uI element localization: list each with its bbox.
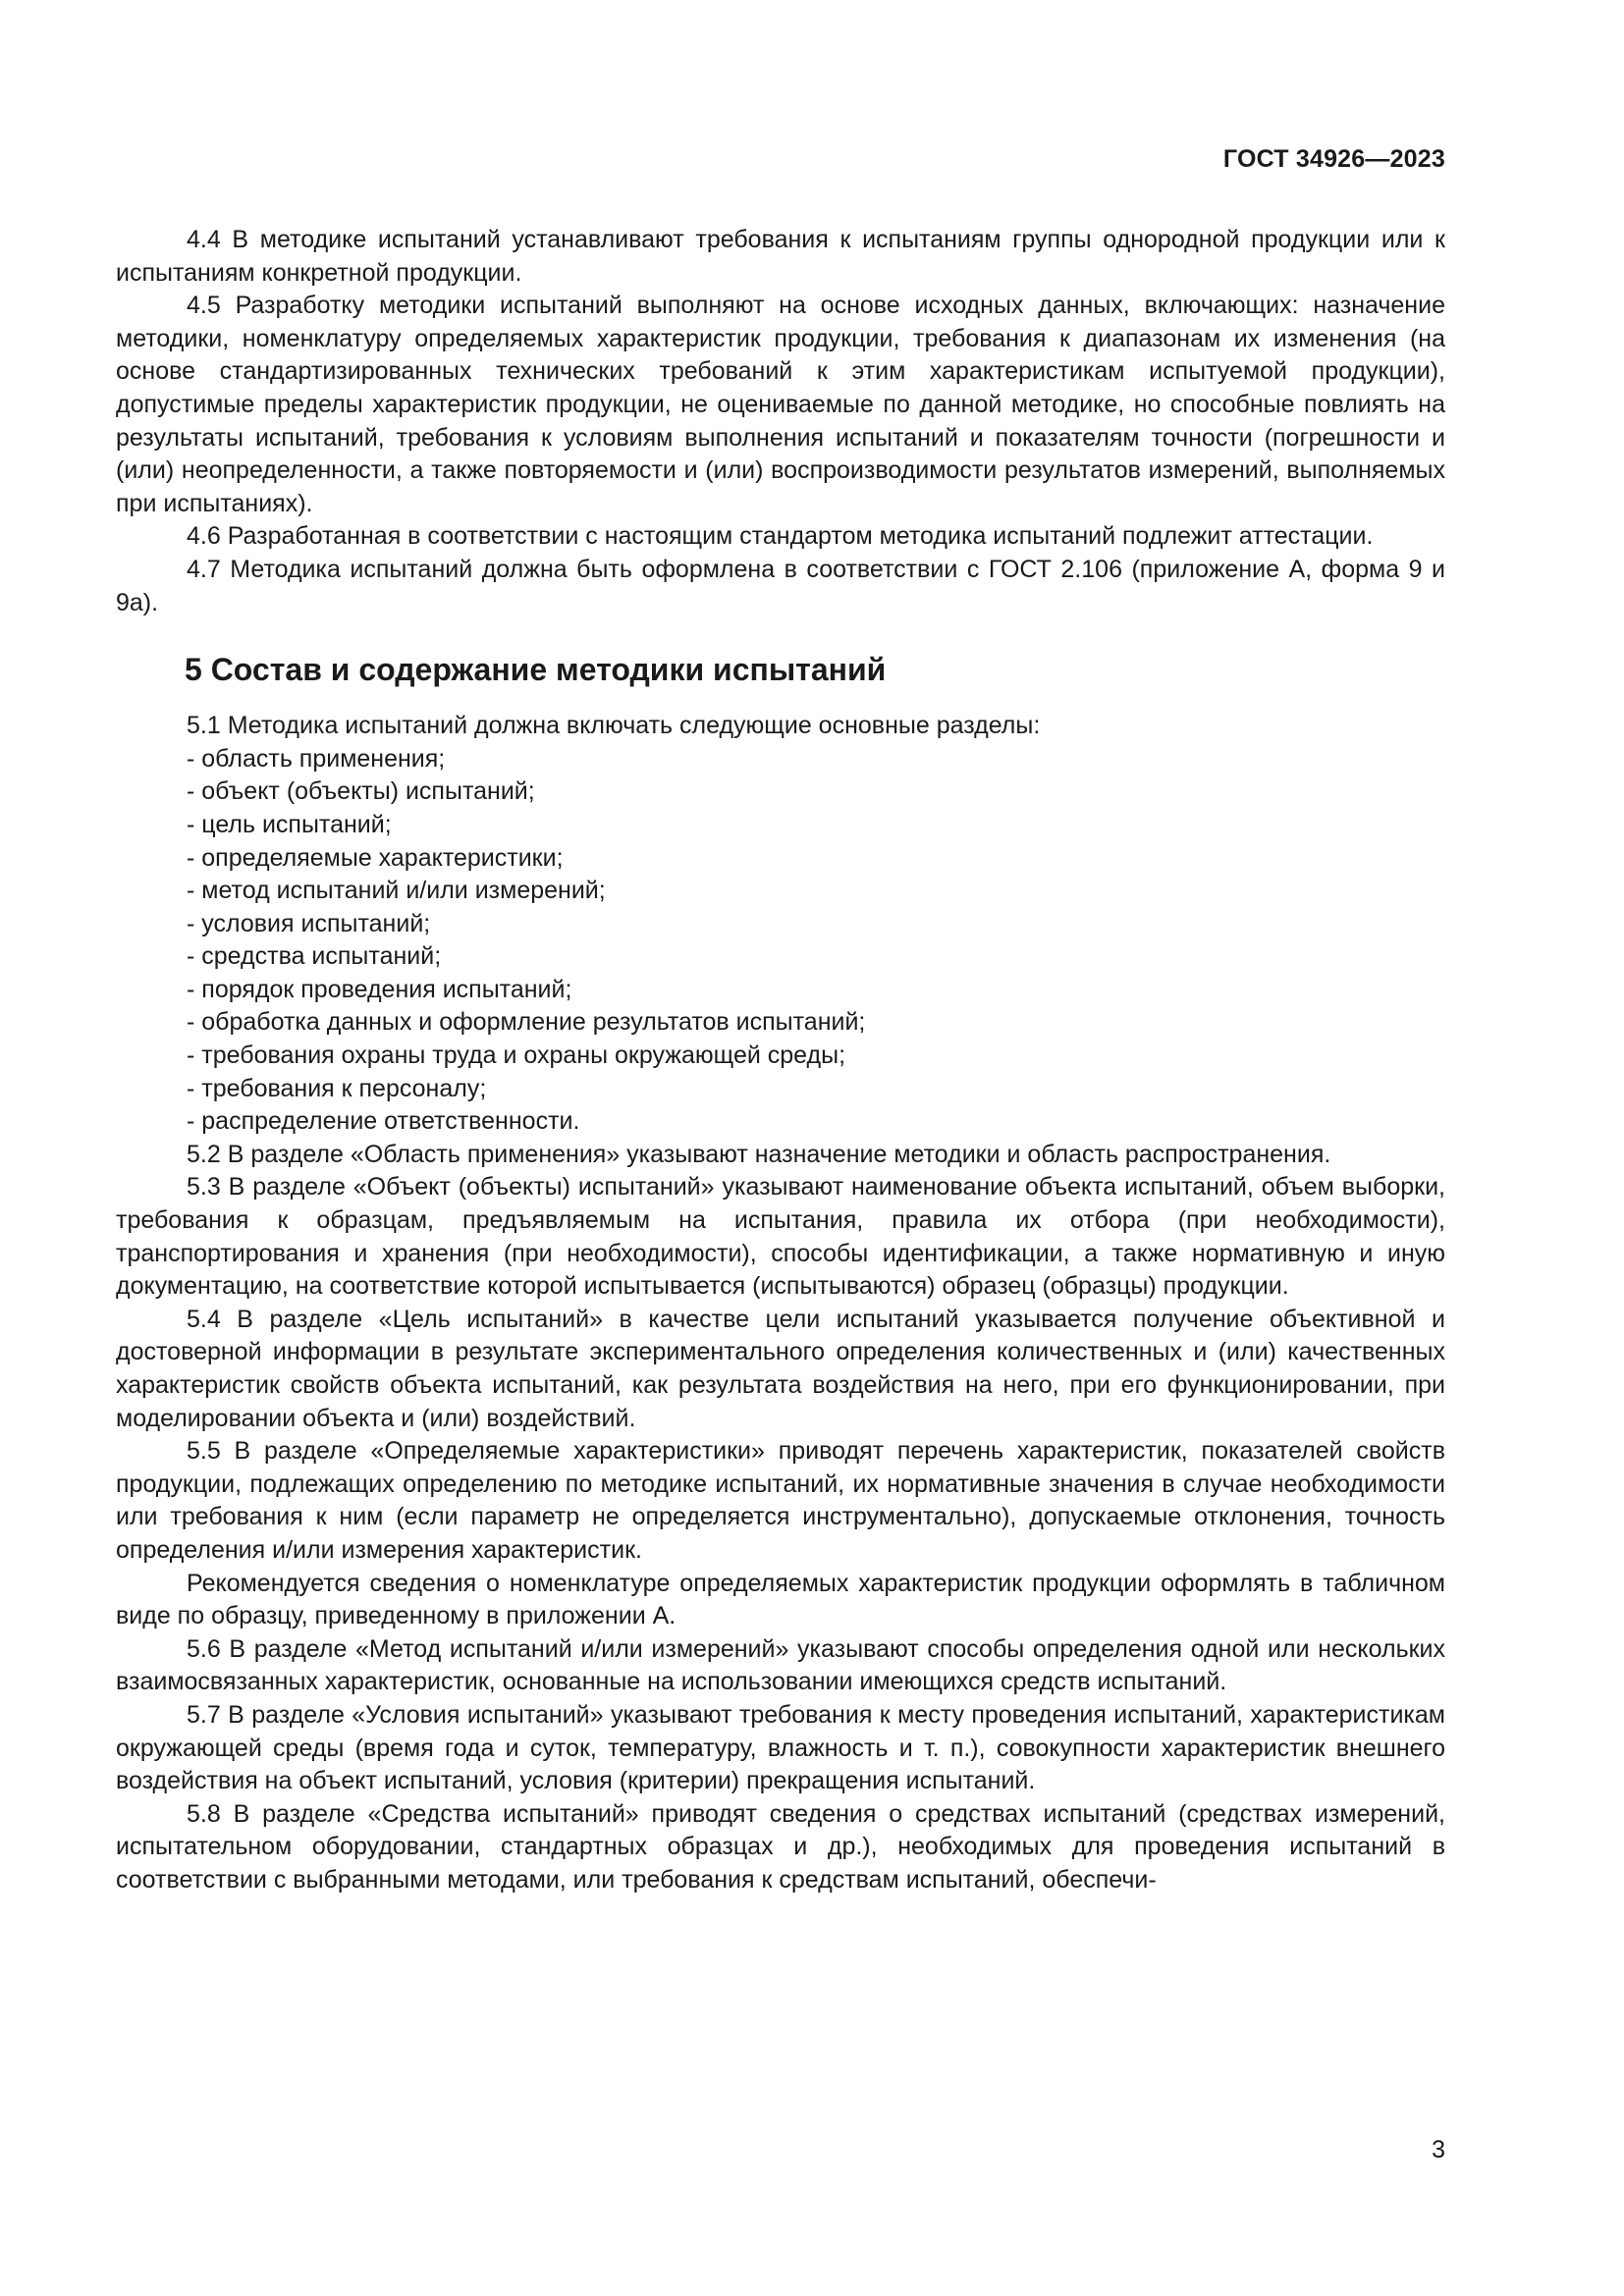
list-item: - цель испытаний;: [187, 809, 1445, 842]
paragraph-4-6: 4.6 Разработанная в соответствии с настоящим стандартом методика испытаний подлежит аттестации.: [187, 522, 1374, 551]
paragraph-5-6: 5.6 В разделе «Метод испытаний и/или измерений» указывают способы определения одной или нескольких взаимосвязанных характеристик, основанные на использовании имеющихся средств испытаний.: [116, 1634, 1445, 1696]
required-sections-list: [116, 743, 1445, 1139]
list-item: - порядок проведения испытаний;: [187, 974, 1445, 1007]
list-item: - определяемые характеристики;: [187, 842, 1445, 876]
page-number: 3: [1432, 2136, 1445, 2163]
paragraph-5-2: 5.2 В разделе «Область применения» указывают назначение методики и область распространения.: [187, 1140, 1331, 1168]
document-code-header: ГОСТ 34926—2023: [1222, 145, 1445, 173]
page-content: [116, 224, 1445, 1897]
paragraph-5-1: 5.1 Методика испытаний должна включать следующие основные разделы:: [187, 712, 1041, 740]
paragraph-5-8: 5.8 В разделе «Средства испытаний» приводят сведения о средствах испытаний (средствах измерений, испытательном оборудовании, стандартных образцах и др.), необходимых для проведения испытаний в соответствии с выбранными методами, или требования к средствам испытаний, обеспечи-: [116, 1799, 1445, 1894]
paragraph-4-7: 4.7 Методика испытаний должна быть оформлена в соответствии с ГОСТ 2.106 (приложение А, форма 9 и 9а).: [116, 555, 1445, 616]
paragraph-5-4: 5.4 В разделе «Цель испытаний» в качестве цели испытаний указывается получение объективной и достоверной информации в результате экспериментального определения количественных и (или) качественных характеристик свойств объекта испытаний, как результата воздействия на него, при его функционировании, при моделировании объекта и (или) воздействий.: [116, 1305, 1445, 1432]
list-item: - средства испытаний;: [187, 940, 1445, 974]
list-item: - объект (объекты) испытаний;: [187, 775, 1445, 809]
paragraph-4-4: 4.4 В методике испытаний устанавливают требования к испытаниям группы однородной продукции или к испытаниям конкретной продукции.: [116, 226, 1445, 287]
paragraph-5-7: 5.7 В разделе «Условия испытаний» указывают требования к месту проведения испытаний, характеристикам окружающей среды (время года и суток, температуру, влажность и т. п.), совокупности характеристик внешнего воздействия на объект испытаний, условия (критерии) прекращения испытаний.: [116, 1700, 1445, 1795]
list-item: - область применения;: [187, 743, 1445, 776]
list-item: - обработка данных и оформление результатов испытаний;: [187, 1006, 1445, 1040]
list-item: - условия испытаний;: [187, 908, 1445, 941]
list-item: - распределение ответственности.: [187, 1105, 1445, 1139]
paragraph-5-5: 5.5 В разделе «Определяемые характеристики» приводят перечень характеристик, показателей свойств продукции, подлежащих определению по методике испытаний, их нормативные значения в случае необходимости или требования к ним (если параметр не определяется инструментально), допускаемые отклонения, точность определения и/или измерения характеристик.: [116, 1437, 1445, 1564]
paragraph-4-5: 4.5 Разработку методики испытаний выполняют на основе исходных данных, включающих: назначение методики, номенклатуру определяемых характеристик продукции, требования к диапазонам их изменения (на основе стандартизированных технических требований к этим характеристикам испытуемой продукции), допустимые пределы характеристик продукции, не оцениваемые по данной методике, но способные повлиять на результаты испытаний, требования к условиям выполнения испытаний и показателям точности (погрешности и (или) неопределенности, а также повторяемости и (или) воспроизводимости результатов измерений, выполняемых при испытаниях).: [116, 292, 1445, 517]
list-item: - метод испытаний и/или измерений;: [187, 875, 1445, 908]
list-item: - требования охраны труда и охраны окружающей среды;: [187, 1040, 1445, 1073]
section-5-heading: 5 Состав и содержание методики испытаний: [185, 652, 887, 688]
list-item: - требования к персоналу;: [187, 1073, 1445, 1106]
paragraph-5-5-recommendation: Рекомендуется сведения о номенклатуре определяемых характеристик продукции оформлять в табличном виде по образцу, приведенному в приложении А.: [116, 1569, 1445, 1630]
paragraph-5-3: 5.3 В разделе «Объект (объекты) испытаний» указывают наименование объекта испытаний, объем выборки, требования к образцам, предъявляемым на испытания, правила их отбора (при необходимости), транспортирования и хранения (при необходимости), способы идентификации, а также нормативную и иную документацию, на соответствие которой испытывается (испытываются) образец (образцы) продукции.: [116, 1173, 1445, 1301]
